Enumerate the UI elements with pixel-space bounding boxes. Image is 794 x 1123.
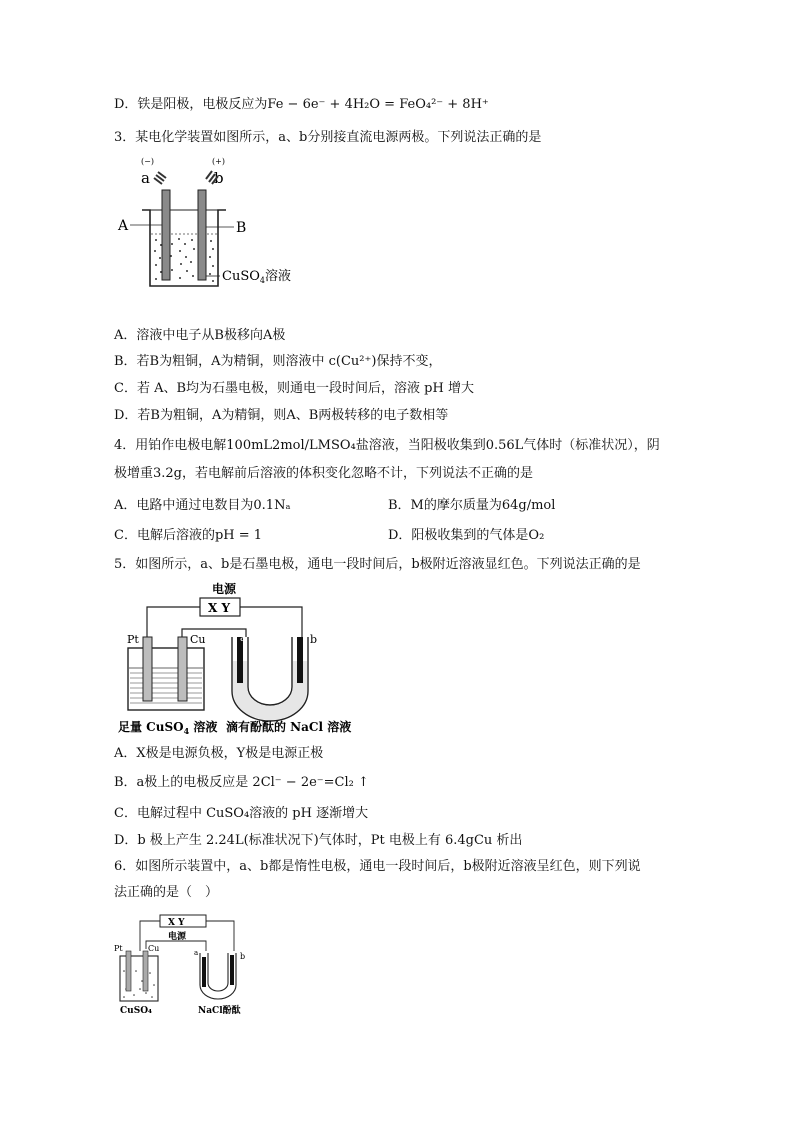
fig3-cu-label: Cu [148,944,160,953]
q2-option-d: D．铁是阳极，电极反应为Fe − 6e⁻ + 4H₂O = FeO₄²⁻ + 8H⁺ [114,97,489,112]
fig1-cuso4-label: CuSO$_4$溶液 [222,269,291,285]
q5-option-d: D．b 极上产生 2.24L(标准状况下)气体时，Pt 电极上有 6.4gCu 析出 [114,833,523,848]
fig1-A-label: A [118,218,129,234]
fig3-power-label: 电源 [168,932,187,942]
q3-option-b: B．若B为粗铜，A为精铜，则溶液中 c(Cu²⁺)保持不变， [114,354,442,369]
fig3-a-label: a [194,949,199,957]
fig3-xy-label: X Y [168,918,185,928]
q3-option-c: C．若 A、B均为石墨电极，则通电一段时间后，溶液 pH 增大 [114,381,474,396]
q3-option-a: A．溶液中电子从B极移向A极 [114,328,286,343]
fig1-a-label: a [141,169,150,187]
fig2-cu-label: Cu [190,633,206,646]
fig1-B-label: B [236,220,247,236]
fig2-xy-label: X Y [208,601,231,615]
q6-stem-line2: 法正确的是（ ） [114,885,219,900]
q5-stem: 5．如图所示，a、b是石墨电极，通电一段时间后，b极附近溶液显红色。下列说法正确的是 [114,557,641,572]
q3-stem: 3．某电化学装置如图所示，a、b分别接直流电源两极。下列说法正确的是 [114,130,542,145]
fig3-caption-left: CuSO₄ [120,1006,152,1016]
fig2-power-label: 电源 [212,582,237,596]
fig2-b-label: b [310,633,318,646]
q4-option-a: A．电路中通过电数目为0.1Nₐ [114,498,291,513]
fig3-caption-right: NaCl酚酞 [198,1006,241,1016]
q6-stem-line1: 6．如图所示装置中，a、b都是惰性电极，通电一段时间后，b极附近溶液呈红色，则下列说 [114,859,641,874]
q5-option-c: C．电解过程中 CuSO₄溶液的 pH 逐渐增大 [114,806,369,821]
fig2-electrode-b [297,637,303,683]
q4-option-c: C．电解后溶液的pH = 1 [114,528,263,543]
q4-stem-line2: 极增重3.2g，若电解前后溶液的体积变化忽略不计，下列说法不正确的是 [114,466,533,481]
q3-option-d: D．若B为粗铜，A为精铜，则A、B两极转移的电子数相等 [114,408,449,423]
q5-electrolysis-figure [114,581,374,737]
fig3-pt-label: Pt [114,944,123,953]
fig2-pt-label: Pt [127,633,139,646]
fig3-b-label: b [240,952,246,961]
q5-option-a: A．X极是电源负极，Y极是电源正极 [114,746,324,761]
q4-stem-line1: 4．用铂作电极电解100mL2mol/LMSO₄盐溶液，当阳极收集到0.56L气体时（标准状况），阴 [114,438,660,453]
q3-electrolysis-figure [114,152,314,292]
q4-option-d: D．阳极收集到的气体是O₂ [388,528,545,543]
fig1-neg-label: (−) [141,157,154,166]
fig2-a-label: a [240,633,246,644]
fig1-b-label: b [214,169,224,187]
fig2-caption-right: 滴有酚酞的 NaCl 溶液 [226,720,352,734]
fig1-pos-label: (+) [212,157,225,166]
q4-option-b: B．M的摩尔质量为64g/mol [388,498,556,513]
fig2-caption-left: 足量 CuSO$_4$ 溶液 [118,720,218,736]
q5-option-b: B．a极上的电极反应是 2Cl⁻ − 2e⁻=Cl₂ ↑ [114,775,369,790]
q6-electrolysis-figure [112,911,258,1021]
